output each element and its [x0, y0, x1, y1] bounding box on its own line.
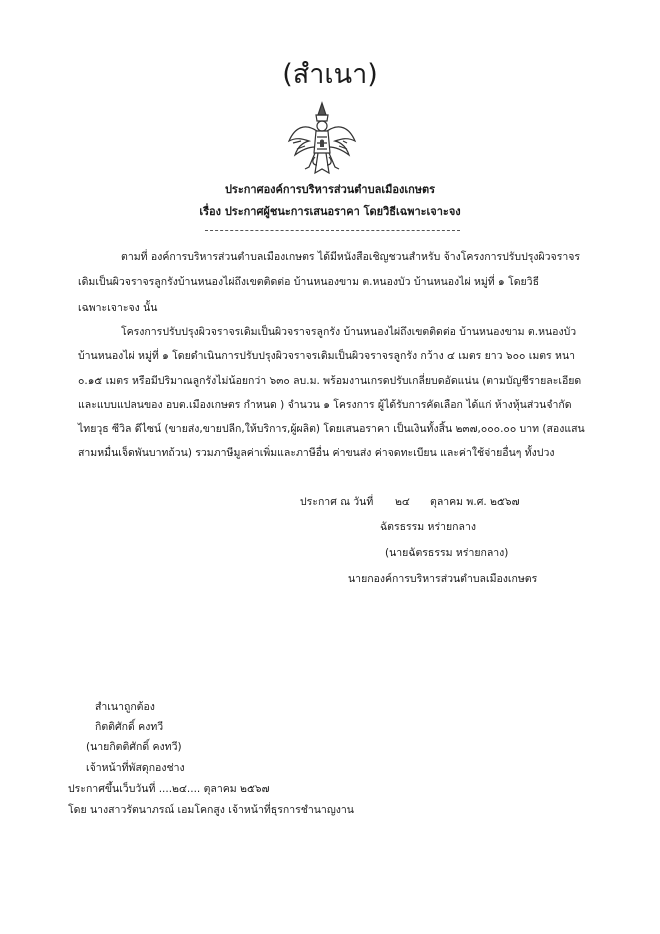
- para2-line2: บ้านหนองไผ่ หมู่ที่ ๑ โดยดำเนินการปรับปรุงผิวจราจรเดิมเป็นผิวจราจรลูกรัง กว้าง ๔ เมตร ยาว ๖๐๐ เมตร หนา: [78, 350, 576, 362]
- announcement-subject: เรื่อง ประกาศผู้ชนะการเสนอราคา โดยวิธีเฉพาะเจาะจง: [199, 205, 461, 218]
- copy-mark: (สำเนา): [282, 59, 378, 90]
- date-prefix: ประกาศ ณ วันที่: [300, 496, 374, 508]
- para2-line3: ๐.๑๕ เมตร หรือมีปริมาณลูกรังไม่น้อยกว่า ๖๓๐ ลบ.ม. พร้อมงานเกรดปรับเกลี่ยบดอัดแน่น (ตามบัญชีรายละเอียด: [78, 375, 582, 387]
- para2-line5: ไทยวุธ ซีวิล ดีไซน์ (ขายส่ง,ขายปลีก,ให้บริการ,ผู้ผลิต) โดยเสนอราคา เป็นเงินทั้งสิ้น ๒๓๗,๐๐๐.๐๐ บาท (สองแสน: [78, 423, 585, 435]
- certifier-name: (นายกิตติศักดิ์ คงทวี): [86, 741, 182, 753]
- para2-line1: โครงการปรับปรุงผิวจราจรเดิมเป็นผิวจราจรลูกรัง บ้านหนองไผ่ถึงเขตติดต่อ บ้านหนองขาม ต.หนองบัว: [121, 326, 577, 338]
- date-day: ๒๔: [395, 496, 410, 508]
- certified-copy-label: สำเนาถูกต้อง: [95, 701, 155, 713]
- para1-line3: เฉพาะเจาะจง นั้น: [78, 302, 158, 314]
- garuda-emblem-icon: [287, 101, 357, 175]
- certifier-signature: กิตติศักดิ์ คงทวี: [95, 721, 164, 733]
- web-posted-date: ประกาศขึ้นเว็บวันที่ ....๒๔.... ตุลาคม ๒๕๖๗: [68, 783, 270, 795]
- signer-position: นายกองค์การบริหารส่วนตำบลเมืองเกษตร: [348, 573, 538, 585]
- date-month-year: ตุลาคม พ.ศ. ๒๕๖๗: [430, 496, 520, 508]
- signer-name: (นายฉัตรธรรม หร่ายกลาง): [385, 547, 509, 559]
- announcement-title: ประกาศองค์การบริหารส่วนตำบลเมืองเกษตร: [224, 183, 436, 196]
- para1-line2: เดิมเป็นผิวจราจรลูกรังบ้านหนองไผ่ถึงเขตติดต่อ บ้านหนองขาม ต.หนองบัว บ้านหนองไผ่ หมู่ที่ ๑ โดยวิธี: [78, 276, 539, 288]
- para1-line1: ตามที่ องค์การบริหารส่วนตำบลเมืองเกษตร ได้มีหนังสือเชิญชวนสำหรับ จ้างโครงการปรับปรุงผิวจราจร: [121, 251, 581, 263]
- signer-signature: ฉัตรธรรม หร่ายกลาง: [380, 521, 476, 533]
- title-divider: [205, 230, 460, 231]
- para2-line6: สามหมื่นเจ็ดพันบาทถ้วน) รวมภาษีมูลค่าเพิ่มและภาษีอื่น ค่าขนส่ง ค่าจดทะเบียน และค่าใช้จ่ายอื่นๆ ทั้งปวง: [78, 447, 555, 459]
- posted-by: โดย นางสาวรัตนาภรณ์ เอมโคกสูง เจ้าหน้าที่ธุรการชำนาญงาน: [68, 804, 354, 816]
- certifier-position: เจ้าหน้าที่พัสดุกองช่าง: [86, 762, 185, 774]
- para2-line4: และแบบแปลนของ อบต.เมืองเกษตร กำหนด ) จำนวน ๑ โครงการ ผู้ได้รับการคัดเลือก ได้แก่ ห้างหุ้นส่วนจำกัด: [78, 399, 572, 411]
